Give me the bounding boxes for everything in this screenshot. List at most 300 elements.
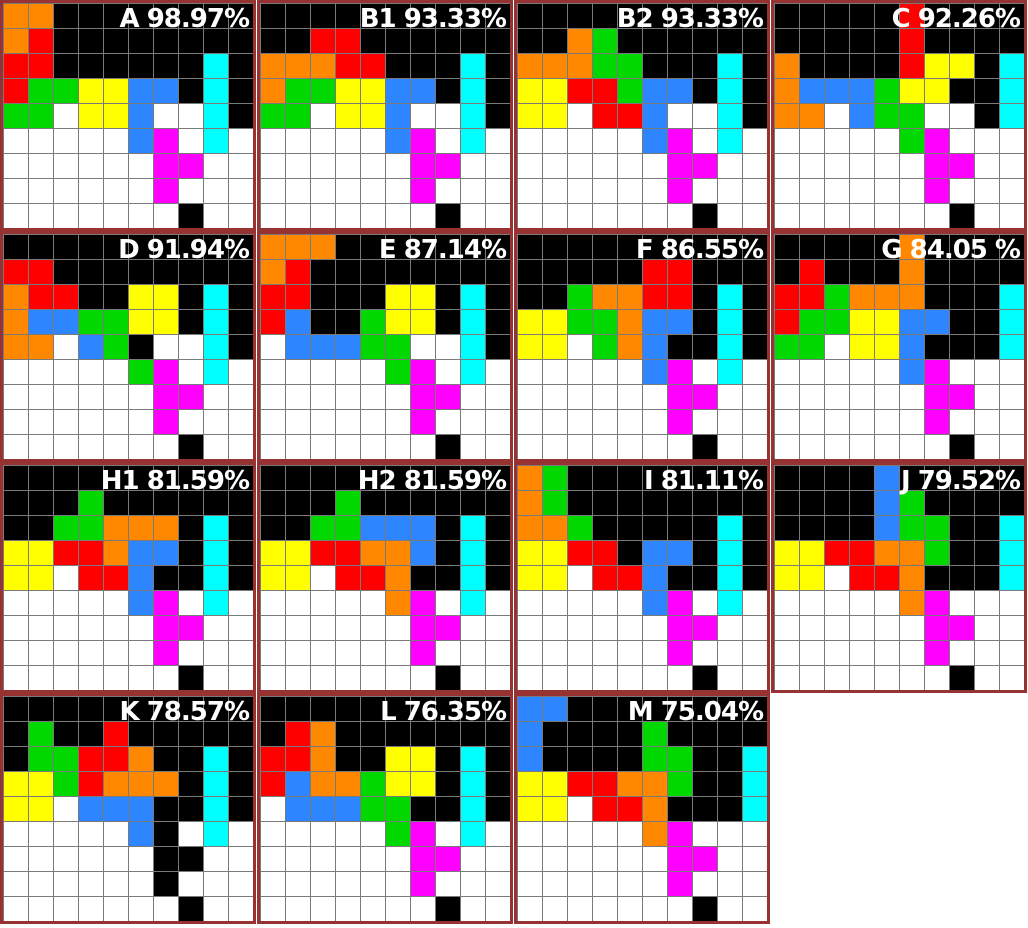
grid-cell [950, 79, 975, 104]
grid-cell [618, 516, 643, 541]
grid-cell [925, 410, 950, 435]
grid-cell [743, 204, 768, 229]
grid-cell [4, 154, 29, 179]
grid-cell [486, 179, 511, 204]
grid-cell [568, 616, 593, 641]
grid-cell [950, 435, 975, 460]
grid-cell [79, 697, 104, 722]
grid-cell [261, 335, 286, 360]
puzzle-board [771, 462, 1027, 693]
grid-cell [179, 872, 204, 897]
grid-cell [900, 410, 925, 435]
board-score-label: C 92.26% [891, 4, 1020, 34]
grid-cell [229, 591, 254, 616]
grid-cell [311, 4, 336, 29]
grid-cell [668, 641, 693, 666]
grid-cell [486, 616, 511, 641]
grid-cell [286, 285, 311, 310]
grid-cell [29, 747, 54, 772]
grid-cell [593, 410, 618, 435]
grid-cell [643, 310, 668, 335]
grid-cell [568, 79, 593, 104]
grid-cell [1000, 179, 1025, 204]
grid-cell [925, 310, 950, 335]
grid-cell [643, 179, 668, 204]
grid-cell [336, 847, 361, 872]
board-score-label: E 87.14% [378, 235, 506, 265]
grid-cell [311, 385, 336, 410]
grid-cell [311, 722, 336, 747]
grid-cell [29, 666, 54, 691]
grid-cell [875, 104, 900, 129]
grid-cell [875, 285, 900, 310]
grid-cell [229, 79, 254, 104]
grid-cell [518, 541, 543, 566]
grid-cell [643, 847, 668, 872]
grid-cell [875, 335, 900, 360]
grid-cell [775, 385, 800, 410]
grid-cell [975, 204, 1000, 229]
grid-cell [593, 4, 618, 29]
board-grid [3, 465, 253, 690]
grid-cell [154, 641, 179, 666]
puzzle-board [514, 0, 770, 231]
grid-cell [743, 79, 768, 104]
grid-cell [79, 466, 104, 491]
grid-cell [900, 335, 925, 360]
grid-cell [411, 822, 436, 847]
board-score-label: D 91.94% [118, 235, 249, 265]
grid-cell [850, 410, 875, 435]
grid-cell [311, 516, 336, 541]
grid-cell [104, 79, 129, 104]
grid-cell [568, 872, 593, 897]
grid-cell [54, 4, 79, 29]
grid-cell [693, 847, 718, 872]
grid-cell [129, 435, 154, 460]
grid-cell [486, 772, 511, 797]
grid-cell [975, 79, 1000, 104]
grid-cell [743, 872, 768, 897]
grid-cell [618, 410, 643, 435]
grid-cell [593, 722, 618, 747]
grid-cell [129, 641, 154, 666]
grid-cell [693, 641, 718, 666]
board-score-label: I 81.11% [643, 466, 763, 496]
grid-cell [825, 129, 850, 154]
grid-cell [800, 79, 825, 104]
grid-cell [386, 335, 411, 360]
grid-cell [54, 797, 79, 822]
grid-cell [900, 591, 925, 616]
grid-cell [618, 491, 643, 516]
grid-cell [668, 204, 693, 229]
grid-cell [229, 797, 254, 822]
grid-cell [593, 872, 618, 897]
board-score-label: B2 93.33% [616, 4, 763, 34]
grid-cell [229, 747, 254, 772]
grid-cell [743, 410, 768, 435]
grid-cell [79, 797, 104, 822]
grid-cell [411, 385, 436, 410]
grid-cell [800, 54, 825, 79]
grid-cell [875, 435, 900, 460]
grid-cell [486, 360, 511, 385]
grid-cell [543, 722, 568, 747]
grid-cell [104, 385, 129, 410]
grid-cell [336, 616, 361, 641]
grid-cell [975, 54, 1000, 79]
grid-cell [718, 385, 743, 410]
board-grid [517, 3, 767, 228]
grid-cell [593, 129, 618, 154]
grid-cell [518, 491, 543, 516]
grid-cell [825, 235, 850, 260]
grid-cell [693, 666, 718, 691]
grid-cell [718, 797, 743, 822]
grid-cell [79, 385, 104, 410]
grid-cell [900, 129, 925, 154]
grid-cell [518, 235, 543, 260]
grid-cell [975, 435, 1000, 460]
grid-cell [129, 154, 154, 179]
grid-cell [925, 516, 950, 541]
grid-cell [518, 566, 543, 591]
grid-cell [29, 772, 54, 797]
grid-cell [518, 591, 543, 616]
grid-cell [129, 772, 154, 797]
grid-cell [154, 179, 179, 204]
grid-cell [261, 797, 286, 822]
grid-cell [543, 435, 568, 460]
grid-cell [361, 129, 386, 154]
grid-cell [179, 566, 204, 591]
grid-cell [593, 54, 618, 79]
grid-cell [693, 335, 718, 360]
grid-cell [693, 204, 718, 229]
grid-cell [179, 410, 204, 435]
grid-cell [568, 591, 593, 616]
grid-cell [436, 54, 461, 79]
grid-cell [618, 616, 643, 641]
grid-cell [743, 360, 768, 385]
grid-cell [461, 360, 486, 385]
grid-cell [593, 385, 618, 410]
grid-cell [593, 235, 618, 260]
grid-cell [179, 747, 204, 772]
grid-cell [1000, 335, 1025, 360]
grid-cell [593, 260, 618, 285]
grid-cell [543, 491, 568, 516]
grid-cell [518, 29, 543, 54]
grid-cell [54, 179, 79, 204]
grid-cell [29, 722, 54, 747]
grid-cell [900, 54, 925, 79]
grid-cell [436, 410, 461, 435]
puzzle-board [257, 0, 513, 231]
grid-cell [436, 616, 461, 641]
grid-cell [179, 154, 204, 179]
puzzle-board [0, 0, 256, 231]
grid-cell [129, 897, 154, 922]
grid-cell [775, 335, 800, 360]
grid-cell [875, 310, 900, 335]
grid-cell [54, 616, 79, 641]
grid-cell [54, 491, 79, 516]
grid-cell [361, 410, 386, 435]
grid-cell [104, 435, 129, 460]
grid-cell [775, 129, 800, 154]
grid-cell [643, 360, 668, 385]
grid-cell [568, 516, 593, 541]
grid-cell [4, 435, 29, 460]
grid-cell [825, 104, 850, 129]
grid-cell [925, 54, 950, 79]
grid-cell [900, 435, 925, 460]
grid-cell [436, 129, 461, 154]
grid-cell [486, 516, 511, 541]
grid-cell [743, 435, 768, 460]
board-score-label: F 86.55% [635, 235, 763, 265]
grid-cell [775, 516, 800, 541]
grid-cell [743, 747, 768, 772]
grid-cell [204, 285, 229, 310]
grid-cell [79, 747, 104, 772]
grid-cell [1000, 541, 1025, 566]
grid-cell [825, 335, 850, 360]
grid-cell [361, 666, 386, 691]
grid-cell [593, 897, 618, 922]
puzzle-board [257, 693, 513, 924]
grid-cell [668, 747, 693, 772]
grid-cell [54, 897, 79, 922]
grid-cell [261, 616, 286, 641]
grid-cell [54, 435, 79, 460]
grid-cell [311, 797, 336, 822]
grid-cell [825, 410, 850, 435]
grid-cell [29, 872, 54, 897]
grid-cell [104, 847, 129, 872]
grid-cell [568, 179, 593, 204]
grid-cell [775, 54, 800, 79]
grid-cell [204, 385, 229, 410]
grid-cell [336, 541, 361, 566]
grid-cell [1000, 591, 1025, 616]
grid-cell [79, 54, 104, 79]
grid-cell [1000, 410, 1025, 435]
grid-cell [950, 360, 975, 385]
grid-cell [486, 104, 511, 129]
grid-cell [593, 466, 618, 491]
grid-cell [850, 591, 875, 616]
grid-cell [229, 897, 254, 922]
grid-cell [361, 616, 386, 641]
grid-cell [29, 29, 54, 54]
grid-cell [4, 410, 29, 435]
grid-cell [693, 797, 718, 822]
grid-cell [461, 772, 486, 797]
grid-cell [518, 641, 543, 666]
grid-cell [179, 435, 204, 460]
grid-cell [54, 285, 79, 310]
grid-cell [336, 104, 361, 129]
grid-cell [618, 435, 643, 460]
grid-cell [975, 541, 1000, 566]
grid-cell [311, 591, 336, 616]
grid-cell [668, 897, 693, 922]
grid-cell [461, 566, 486, 591]
grid-cell [286, 822, 311, 847]
grid-cell [311, 260, 336, 285]
grid-cell [668, 129, 693, 154]
grid-cell [4, 285, 29, 310]
grid-cell [618, 566, 643, 591]
grid-cell [79, 435, 104, 460]
grid-cell [29, 4, 54, 29]
grid-cell [975, 104, 1000, 129]
grid-cell [593, 772, 618, 797]
grid-cell [486, 435, 511, 460]
grid-cell [825, 435, 850, 460]
grid-cell [618, 335, 643, 360]
grid-cell [129, 310, 154, 335]
grid-cell [104, 516, 129, 541]
grid-cell [79, 541, 104, 566]
grid-cell [104, 360, 129, 385]
grid-cell [129, 179, 154, 204]
board-score-label: H1 81.59% [100, 466, 249, 496]
grid-cell [543, 4, 568, 29]
grid-cell [286, 722, 311, 747]
grid-cell [518, 722, 543, 747]
grid-cell [825, 29, 850, 54]
grid-cell [543, 666, 568, 691]
grid-cell [743, 310, 768, 335]
grid-cell [386, 772, 411, 797]
grid-cell [975, 566, 1000, 591]
grid-cell [436, 104, 461, 129]
grid-cell [179, 822, 204, 847]
puzzle-board [0, 231, 256, 462]
grid-cell [386, 54, 411, 79]
grid-cell [286, 897, 311, 922]
grid-cell [486, 154, 511, 179]
grid-cell [461, 179, 486, 204]
grid-cell [29, 335, 54, 360]
grid-cell [204, 541, 229, 566]
grid-cell [850, 335, 875, 360]
grid-cell [800, 641, 825, 666]
grid-cell [386, 516, 411, 541]
grid-cell [1000, 154, 1025, 179]
grid-cell [179, 797, 204, 822]
grid-cell [4, 129, 29, 154]
grid-cell [411, 435, 436, 460]
grid-cell [486, 54, 511, 79]
grid-cell [79, 310, 104, 335]
grid-cell [568, 722, 593, 747]
grid-cell [179, 666, 204, 691]
grid-cell [4, 4, 29, 29]
grid-cell [543, 897, 568, 922]
grid-cell [311, 179, 336, 204]
grid-cell [4, 179, 29, 204]
grid-cell [54, 466, 79, 491]
grid-cell [179, 335, 204, 360]
board-grid [774, 465, 1024, 690]
grid-cell [568, 385, 593, 410]
grid-cell [29, 360, 54, 385]
grid-cell [204, 797, 229, 822]
grid-cell [593, 310, 618, 335]
grid-cell [543, 129, 568, 154]
grid-cell [229, 641, 254, 666]
grid-cell [129, 410, 154, 435]
grid-cell [29, 54, 54, 79]
grid-cell [568, 847, 593, 872]
grid-cell [925, 360, 950, 385]
grid-cell [800, 29, 825, 54]
grid-cell [229, 179, 254, 204]
grid-cell [568, 666, 593, 691]
grid-cell [336, 797, 361, 822]
grid-cell [825, 360, 850, 385]
grid-cell [179, 179, 204, 204]
grid-cell [486, 747, 511, 772]
grid-cell [411, 410, 436, 435]
grid-cell [4, 747, 29, 772]
grid-cell [261, 491, 286, 516]
grid-cell [311, 435, 336, 460]
grid-cell [54, 235, 79, 260]
grid-cell [286, 847, 311, 872]
grid-cell [593, 641, 618, 666]
grid-cell [361, 54, 386, 79]
grid-cell [543, 154, 568, 179]
grid-cell [129, 541, 154, 566]
grid-cell [261, 666, 286, 691]
grid-cell [311, 154, 336, 179]
grid-cell [154, 385, 179, 410]
grid-cell [718, 179, 743, 204]
grid-cell [718, 310, 743, 335]
grid-cell [850, 666, 875, 691]
grid-cell [154, 797, 179, 822]
grid-cell [411, 666, 436, 691]
grid-cell [261, 204, 286, 229]
grid-cell [4, 516, 29, 541]
grid-cell [693, 591, 718, 616]
grid-cell [311, 566, 336, 591]
grid-cell [668, 772, 693, 797]
grid-cell [618, 129, 643, 154]
grid-cell [411, 204, 436, 229]
grid-cell [850, 129, 875, 154]
grid-cell [436, 79, 461, 104]
grid-cell [311, 79, 336, 104]
grid-cell [79, 410, 104, 435]
grid-cell [693, 54, 718, 79]
grid-cell [54, 154, 79, 179]
grid-cell [875, 385, 900, 410]
grid-cell [154, 872, 179, 897]
grid-cell [518, 516, 543, 541]
grid-cell [518, 772, 543, 797]
grid-cell [543, 466, 568, 491]
grid-cell [411, 772, 436, 797]
grid-cell [950, 666, 975, 691]
grid-cell [743, 179, 768, 204]
